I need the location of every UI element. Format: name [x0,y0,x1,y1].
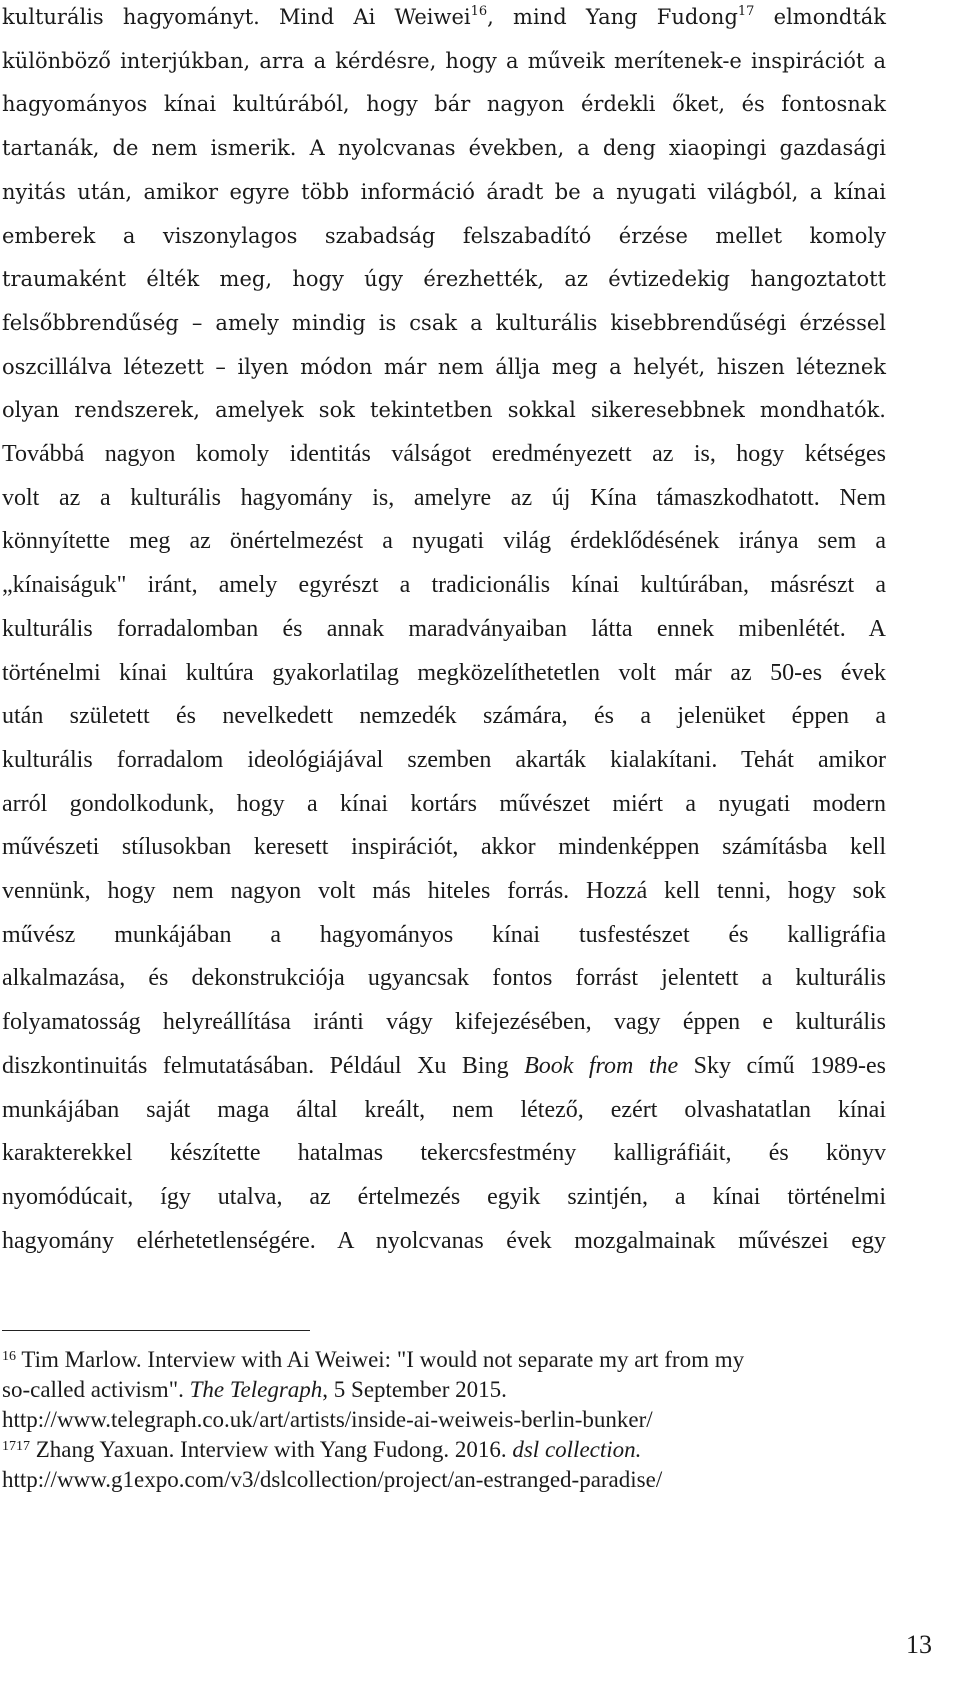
footnote-16-source: The Telegraph [189,1377,323,1402]
body-line: hagyomány elérhetetlenségére. A nyolcvanas évek mozgalmainak művészei egy [2,1227,886,1254]
footnote-16-text-b: so-called activism". [2,1377,190,1402]
page-number: 13 [906,1630,932,1659]
body-line: után született és nevelkedett nemzedék számára, és a jelenüket éppen a [2,703,886,730]
body-line: könnyítette meg az önértelmezést a nyugati világ érdeklődésének iránya sem a [2,528,886,555]
footnote-16-mark: 16 [2,1349,16,1364]
footnote-17-source: dsl collection. [512,1437,642,1462]
footnote-17-text: Zhang Yaxuan. Interview with Yang Fudong. 2016. [30,1437,513,1462]
body-line: tartanák, de nem ismerik. A nyolcvanas években, a deng xiaopingi gazdasági [2,136,886,161]
body-line: olyan rendszerek, amelyek sok tekintetben sokkal sikeresebbnek mondhatók. [2,398,886,423]
footnote-16-date: , 5 September 2015. [322,1377,507,1402]
body-line: különböző interjúkban, arra a kérdésre, hogy a műveik merítenek-e inspirációt a [2,48,886,73]
body-line: traumaként élték meg, hogy úgy érezhették, az évtizedekig hangoztatott [2,267,886,292]
body-line: nyitás után, amikor egyre több információ áradt be a nyugati világból, a kínai [2,179,886,204]
body-line: nyomódúcait, így utalva, az értelmezés egyik szintjén, a kínai történelmi [2,1183,886,1210]
footnote-17-url[interactable]: http://www.g1expo.com/v3/dslcollection/project/an-estranged-paradise/ [2,1467,663,1492]
footnote-16-text: Tim Marlow. Interview with Ai Weiwei: "I would not separate my art from my [16,1347,745,1372]
body-line: Továbbá nagyon komoly identitás válságot eredményezett az is, hogy kétséges [2,441,886,467]
footnote-17-line-1 [2,1436,932,1464]
line-text: kulturális hagyományt. Mind Ai Weiwei [2,5,471,29]
footnote-separator [2,1330,310,1331]
body-line: folyamatosság helyreállítása iránti vágy kifejezésében, vagy éppen e kulturális [2,1009,886,1036]
footnote-16-url[interactable]: http://www.telegraph.co.uk/art/artists/inside-ai-weiweis-berlin-bunker/ [2,1407,653,1432]
body-line: történelmi kínai kultúra gyakorlatilag megközelíthetetlen volt már az 50-es évek [2,659,886,686]
body-line: „kínaiságuk" iránt, amely egyrészt a tradicionális kínai kultúrában, másrészt a [2,572,886,599]
footnote-16-line-2 [2,1376,932,1404]
body-line: alkalmazása, és dekonstrukciója ugyancsak fontos forrást jelentett a kulturális [2,965,886,992]
line-text: , mind Yang Fudong [487,5,738,29]
body-line: kulturális forradalom ideológiájával szemben akarták kialakítani. Tehát amikor [2,746,886,773]
artwork-title: Book from the [524,1052,679,1079]
body-line: oszcillálva létezett – ilyen módon már nem állja meg a helyét, hiszen léteznek [2,354,886,379]
footnote-17-mark: 1717 [2,1439,30,1454]
body-line: munkájában saját maga által kreált, nem létező, ezért olvashatatlan kínai [2,1096,886,1123]
body-line: vennünk, hogy nem nagyon volt más hiteles forrás. Hozzá kell tenni, hogy sok [2,878,886,904]
body-line [2,2,886,32]
line-text: Sky című 1989-es [678,1052,886,1079]
body-line: művész munkájában a hagyományos kínai tusfestészet és kalligráfia [2,921,886,948]
body-line [2,1051,886,1081]
body-line: művészeti stílusokban keresett inspirációt, akkor mindenképpen számításba kell [2,834,886,861]
body-line: felsőbbrendűség – amely mindig is csak a kulturális kisebbrendűségi érzéssel [2,310,886,335]
body-line: emberek a viszonylagos szabadság felszabadító érzése mellet komoly [2,223,886,248]
body-line: volt az a kulturális hagyomány is, amelyre az új Kína támaszkodhatott. Nem [2,484,886,511]
footnote-16-line-1 [2,1346,932,1374]
line-text: diszkontinuitás felmutatásában. Például Xu Bing [2,1052,525,1079]
line-text: elmondták [754,5,886,29]
body-line: karakterekkel készítette hatalmas tekercsfestmény kalligráfiáit, és könyv [2,1140,886,1167]
body-line: kulturális forradalomban és annak maradványaiban látta ennek mibenlétét. A [2,615,886,642]
body-line: hagyományos kínai kultúrából, hogy bár nagyon érdekli őket, és fontosnak [2,92,886,117]
body-line: arról gondolkodunk, hogy a kínai kortárs művészet miért a nyugati modern [2,790,886,817]
footnote-ref-16[interactable]: 16 [470,4,488,19]
footnote-ref-17[interactable]: 17 [737,4,755,19]
